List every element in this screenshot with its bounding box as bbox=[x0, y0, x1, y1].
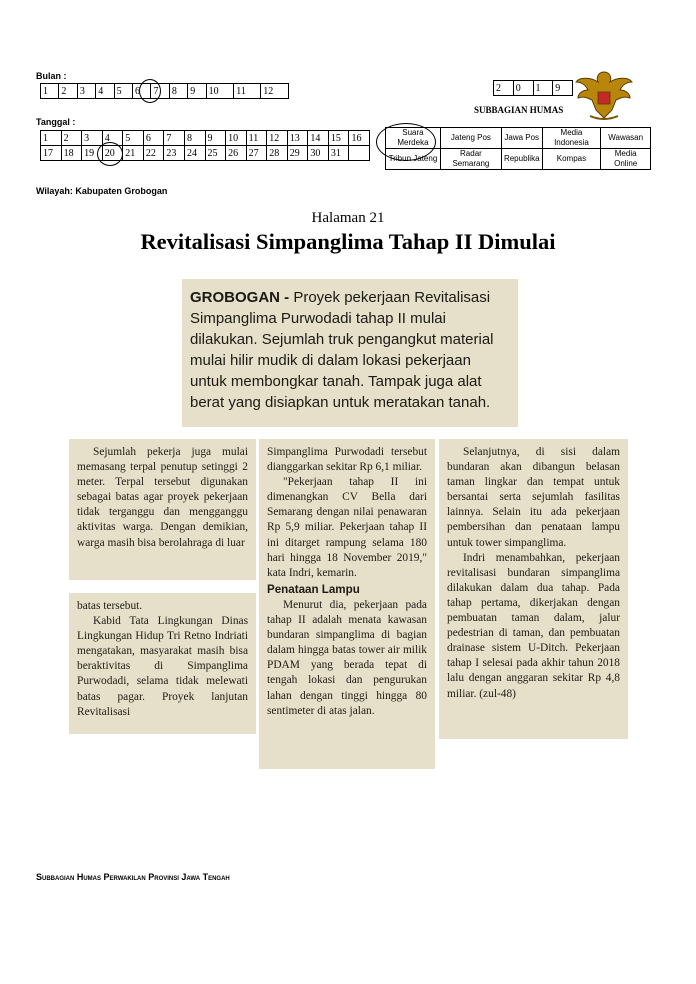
bulan-cell: 7 bbox=[151, 84, 169, 99]
wilayah-label: Wilayah: Kabupaten Grobogan bbox=[36, 186, 168, 196]
tanggal-cell: 9 bbox=[205, 131, 226, 146]
col1-paragraph-1: Sejumlah pekerja juga mulai memasang terpal penutup setinggi 2 meter. Terpal tersebut digunakan sebagai batas agar proyek pekerjaan tidak terganggu dan mengganggu aktivitas warga. Dengan demikian, warga masih bisa berolahraga di luar bbox=[77, 446, 248, 549]
tanggal-cell: 14 bbox=[308, 131, 329, 146]
col3-paragraph-1: Selanjutnya, di sisi dalam bundaran akan dibangun belasan taman lingkar dan tempat untuk bersantai serta sejumlah fasilitas lainnya. Selain itu ada pekerjaan pembersihan dan penataan lampu untuk tower simpanglima. bbox=[447, 446, 620, 549]
tanggal-cell: 17 bbox=[41, 146, 62, 161]
tanggal-cell: 4 bbox=[102, 131, 123, 146]
tanggal-cell: 20 bbox=[102, 146, 123, 161]
media-cell: Wawasan bbox=[601, 128, 651, 149]
bulan-cell: 1 bbox=[41, 84, 59, 99]
tanggal-cell: 27 bbox=[246, 146, 267, 161]
media-cell: Radar Semarang bbox=[440, 149, 501, 170]
bulan-cell: 6 bbox=[133, 84, 151, 99]
office-label: SUBBAGIAN HUMAS bbox=[474, 105, 564, 115]
tanggal-cell: 23 bbox=[164, 146, 185, 161]
col1-continuation: batas tersebut. bbox=[77, 600, 143, 612]
media-cell: Media Indonesia bbox=[542, 128, 601, 149]
tanggal-cell: 6 bbox=[143, 131, 164, 146]
tanggal-cell: 8 bbox=[184, 131, 205, 146]
media-selected-circle bbox=[376, 123, 436, 161]
tanggal-cell: 11 bbox=[246, 131, 267, 146]
caption-text: Proyek pekerjaan Revitalisasi Simpanglima Purwodadi tahap II mulai dilakukan. Sejumlah truk pengangkut material mulai hilir mudik di dalam lokasi pekerjaan untuk membongkar tanah. Tampak juga alat berat yang disiapkan untuk meratakan tanah. bbox=[190, 289, 494, 411]
col2-paragraph-1: Simpanglima Purwodadi tersebut dianggarkan sekitar Rp 6,1 miliar. bbox=[267, 446, 427, 474]
column-2 bbox=[259, 439, 435, 769]
year-digit-cell: 2 bbox=[494, 81, 514, 96]
bulan-cell: 11 bbox=[234, 84, 261, 99]
tanggal-cell: 12 bbox=[267, 131, 288, 146]
page-number: Halaman 21 bbox=[311, 210, 385, 226]
tanggal-cell: 10 bbox=[226, 131, 247, 146]
media-cell: Jawa Pos bbox=[501, 128, 542, 149]
col3-paragraph-2: Indri menambahkan, pekerjaan revitalisasi bundaran simpanglima dilakukan dalam dua tahap. Pada tahap pertama, dikerjakan dengan pembuatan taman dalam, jalur pedestrian di taman, dan pembuatan drainase sistem U-Ditch. Pekerjaan tahap I selesai pada akhir tahun 2018 lalu dengan anggaran sekitar Rp 4,8 miliar. (zul-48) bbox=[447, 551, 620, 700]
col1-paragraph-2: Kabid Tata Lingkungan Dinas Lingkungan Hidup Tri Retno Indriati mengatakan, masyarakat masih bisa beraktivitas di Simpanglima Purwodadi, selama tidak melewati batas pagar. Proyek lanjutan Revitalisasi bbox=[77, 615, 248, 718]
garuda-emblem-icon bbox=[574, 66, 634, 122]
footer-text: Subbagian Humas Perwakilan Provinsi Jawa Tengah bbox=[36, 872, 230, 882]
bulan-cell: 2 bbox=[59, 84, 77, 99]
tanggal-cell: 22 bbox=[143, 146, 164, 161]
bulan-cell: 12 bbox=[261, 84, 289, 99]
year-grid bbox=[493, 80, 573, 96]
tanggal-label: Tanggal : bbox=[36, 117, 76, 127]
bulan-grid bbox=[40, 83, 289, 99]
year-digit-cell: 1 bbox=[533, 81, 553, 96]
media-cell: Suara Merdeka bbox=[386, 128, 441, 149]
tanggal-cell: 1 bbox=[41, 131, 62, 146]
article-title: Revitalisasi Simpanglima Tahap II Dimulai bbox=[140, 229, 556, 254]
bulan-selected-circle bbox=[139, 79, 161, 103]
media-cell: Republika bbox=[501, 149, 542, 170]
caption-dateline: GROBOGAN - bbox=[190, 289, 290, 306]
tanggal-cell: 2 bbox=[61, 131, 82, 146]
media-cell: Tribun Jateng bbox=[386, 149, 441, 170]
media-cell: Kompas bbox=[542, 149, 601, 170]
col2-paragraph-2: "Pekerjaan tahap II ini dimenangkan CV Bella dari Semarang dengan nilai penawaran Rp 5,9 miliar. Pekerjaan tahap II ini ditarget rampung selama 180 hari hingga 18 November 2019," kata Indri, kemarin. bbox=[267, 476, 427, 579]
col2-subheading: Penataan Lampu bbox=[267, 582, 360, 596]
tanggal-cell: 28 bbox=[267, 146, 288, 161]
bulan-cell: 5 bbox=[114, 84, 132, 99]
bulan-cell: 3 bbox=[77, 84, 95, 99]
tanggal-cell: 25 bbox=[205, 146, 226, 161]
tanggal-cell: 29 bbox=[287, 146, 308, 161]
tanggal-cell: 24 bbox=[184, 146, 205, 161]
bulan-label: Bulan : bbox=[36, 71, 67, 81]
tanggal-selected-circle bbox=[97, 142, 123, 166]
tanggal-cell: 3 bbox=[82, 131, 103, 146]
tanggal-cell bbox=[349, 146, 370, 161]
tanggal-cell: 21 bbox=[123, 146, 144, 161]
tanggal-cell: 19 bbox=[82, 146, 103, 161]
photo-caption-clip bbox=[182, 279, 518, 427]
tanggal-cell: 7 bbox=[164, 131, 185, 146]
column-3 bbox=[439, 439, 628, 739]
tanggal-cell: 13 bbox=[287, 131, 308, 146]
column-1-bottom bbox=[69, 593, 256, 734]
media-cell: Jateng Pos bbox=[440, 128, 501, 149]
bulan-cell: 4 bbox=[96, 84, 114, 99]
tanggal-cell: 26 bbox=[226, 146, 247, 161]
tanggal-cell: 16 bbox=[349, 131, 370, 146]
media-cell: Media Online bbox=[601, 149, 651, 170]
col2-paragraph-3: Menurut dia, pekerjaan pada tahap II adalah menata kawasan bundaran simpanglima di bagian dalam hingga batas tower air milik PDAM yang berada tepat di tengah lokasi dan pengurukan lahan dengan tinggi hingga 80 sentimeter di atas jalan. bbox=[267, 598, 427, 717]
tanggal-cell: 31 bbox=[328, 146, 349, 161]
tanggal-grid bbox=[40, 130, 370, 161]
tanggal-cell: 15 bbox=[328, 131, 349, 146]
tanggal-cell: 5 bbox=[123, 131, 144, 146]
bulan-cell: 10 bbox=[206, 84, 234, 99]
tanggal-cell: 30 bbox=[308, 146, 329, 161]
bulan-cell: 8 bbox=[169, 84, 187, 99]
bulan-cell: 9 bbox=[188, 84, 206, 99]
year-digit-cell: 9 bbox=[553, 81, 573, 96]
column-1-top bbox=[69, 439, 256, 580]
tanggal-cell: 18 bbox=[61, 146, 82, 161]
year-digit-cell: 0 bbox=[513, 81, 533, 96]
